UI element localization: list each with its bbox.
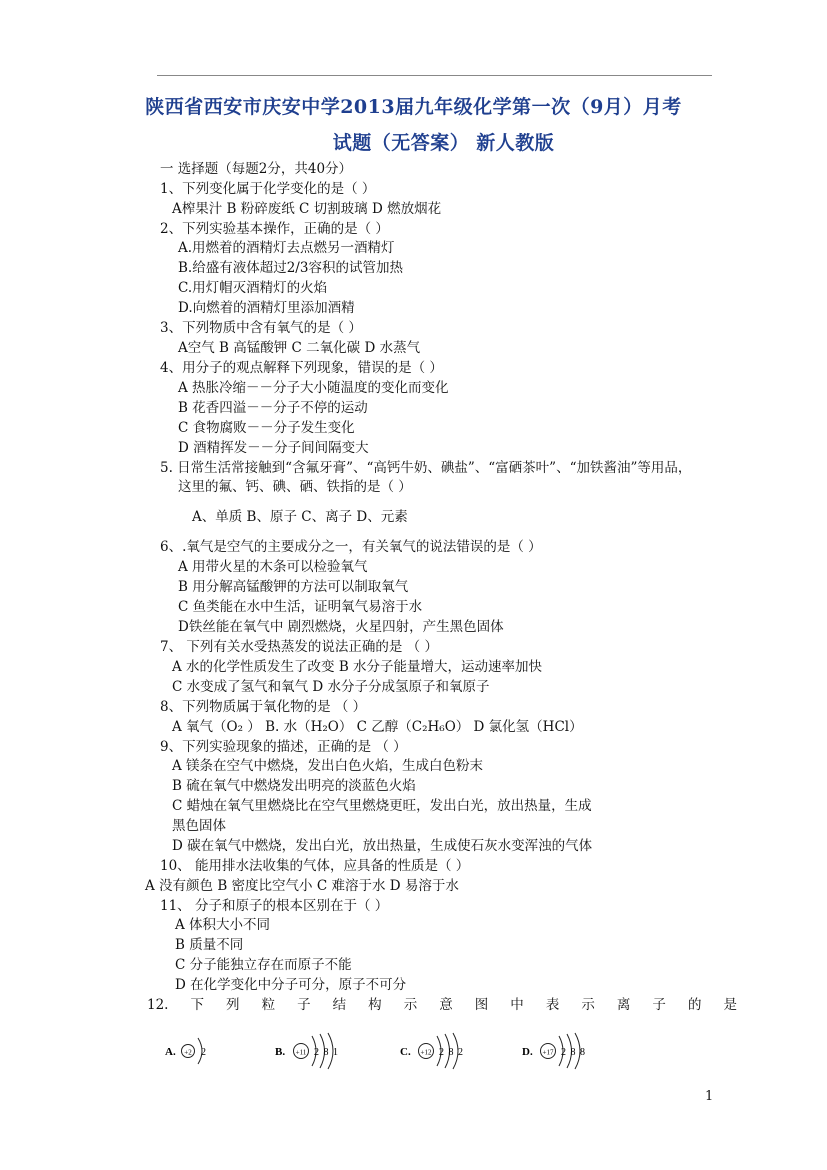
question-1: 1、下列变化属于化学变化的是（ ）	[160, 181, 376, 197]
option-4a: A 热胀冷缩－－分子大小随温度的变化而变化	[178, 380, 449, 396]
options-7cd: C 水变成了氢气和氧气 D 水分子分成氢原子和氧原子	[172, 679, 490, 695]
option-2a: A.用燃着的酒精灯去点燃另一酒精灯	[178, 240, 395, 256]
options-7ab: A 水的化学性质发生了改变 B 水分子能量增大，运动速率加快	[172, 659, 543, 675]
options-1: A榨果汁 B 粉碎废纸 C 切割玻璃 D 燃放烟花	[172, 201, 442, 217]
question-12: 12. 下 列 粒 子 结 构 示 意 图 中 表 示 离 子 的 是	[147, 997, 737, 1013]
diagram-c	[400, 1030, 490, 1070]
question-11: 11、 分子和原子的根本区别在于（ ）	[160, 898, 389, 914]
question-5-cont: 这里的氟、钙、碘、硒、铁指的是（ ）	[178, 479, 412, 495]
option-2c: C.用灯帽灭酒精灯的火焰	[178, 280, 328, 296]
option-2d: D.向燃着的酒精灯里添加酒精	[178, 300, 355, 316]
section-heading: 一 选择题（每题2分，共40分）	[160, 161, 353, 177]
option-4c: C 食物腐败－－分子发生变化	[178, 420, 355, 436]
question-6: 6、.氧气是空气的主要成分之一，有关氧气的说法错误的是（ ）	[160, 539, 542, 555]
option-9d: D 碳在氧气中燃烧，发出白光，放出热量，生成使石灰水变浑浊的气体	[172, 838, 593, 854]
question-4: 4、用分子的观点解释下列现象，错误的是（ ）	[160, 360, 443, 376]
svg-text:2 8 1: 2 8 1	[314, 1047, 339, 1058]
question-7: 7、 下列有关水受热蒸发的说法正确的是 （ ）	[160, 639, 438, 655]
option-6b: B 用分解高锰酸钾的方法可以制取氧气	[178, 579, 409, 595]
option-9c-cont: 黑色固体	[172, 818, 226, 834]
options-10: A 没有颜色 B 密度比空气小 C 难溶于水 D 易溶于水	[145, 878, 459, 894]
svg-text:2: 2	[201, 1047, 206, 1058]
question-5: 5. 日常生活常接触到“含氟牙膏”、“高钙牛奶、碘盐”、“富硒茶叶”、“加铁酱油”等用品，	[160, 460, 692, 476]
svg-text:D.: D.	[522, 1046, 533, 1058]
svg-text:C.: C.	[400, 1046, 411, 1058]
option-11b: B 质量不同	[175, 937, 244, 953]
diagram-b	[275, 1030, 365, 1070]
options-5: A、单质 B、原子 C、离子 D、元素	[192, 509, 408, 525]
option-11a: A 体积大小不同	[175, 917, 271, 933]
question-10: 10、 能用排水法收集的气体，应具备的性质是（ ）	[160, 858, 470, 874]
option-9c: C 蜡烛在氧气里燃烧比在空气里燃烧更旺，发出白光，放出热量，生成	[172, 798, 592, 814]
option-6c: C 鱼类能在水中生活，证明氧气易溶于水	[178, 599, 423, 615]
svg-text:+17: +17	[542, 1048, 554, 1057]
question-8: 8、下列物质属于氧化物的是 （ ）	[160, 699, 367, 715]
option-11c: C 分子能独立存在而原子不能	[175, 957, 352, 973]
atom-diagram-c	[400, 1030, 490, 1070]
option-6d: D铁丝能在氧气中 剧烈燃烧，火星四射，产生黑色固体	[178, 619, 504, 635]
option-2b: B.给盛有液体超过2/3容积的试管加热	[178, 260, 403, 276]
options-8: A 氧气（O₂ ） B. 水（H₂O） C 乙醇（C₂H₆O） D 氯化氢（HCl）	[172, 719, 583, 735]
page-title-line1: 陕西省西安市庆安中学2013届九年级化学第一次（9月）月考	[145, 96, 682, 118]
option-6a: A 用带火星的木条可以检验氧气	[178, 559, 368, 575]
option-4b: B 花香四溢－－分子不停的运动	[178, 400, 368, 416]
option-4d: D 酒精挥发－－分子间间隔变大	[178, 440, 369, 456]
svg-text:+12: +12	[420, 1048, 432, 1057]
atom-diagram-b	[275, 1030, 365, 1070]
svg-text:2 8 8: 2 8 8	[561, 1047, 586, 1058]
page-number: 1	[705, 1089, 714, 1104]
option-9b: B 硫在氧气中燃烧发出明亮的淡蓝色火焰	[172, 778, 416, 794]
svg-text:A.: A.	[165, 1046, 176, 1058]
diagram-a	[165, 1030, 235, 1070]
option-9a: A 镁条在空气中燃烧，发出白色火焰，生成白色粉末	[172, 758, 484, 774]
svg-text:+2: +2	[184, 1048, 192, 1057]
diagram-d	[522, 1030, 612, 1070]
options-3: A空气 B 高锰酸钾 C 二氧化碳 D 水蒸气	[178, 340, 421, 356]
svg-text:+11: +11	[295, 1048, 307, 1057]
svg-text:B.: B.	[275, 1046, 286, 1058]
atom-diagram-d	[522, 1030, 612, 1070]
svg-text:2 8 2: 2 8 2	[439, 1047, 464, 1058]
atom-diagram-a	[165, 1030, 235, 1070]
header-rule	[157, 75, 712, 76]
question-9: 9、下列实验现象的描述，正确的是 （ ）	[160, 739, 407, 755]
page-title-line2: 试题（无答案） 新人教版	[332, 132, 555, 154]
option-11d: D 在化学变化中分子可分，原子不可分	[175, 977, 407, 993]
question-3: 3、下列物质中含有氧气的是（ ）	[160, 320, 362, 336]
question-2: 2、下列实验基本操作，正确的是（ ）	[160, 221, 389, 237]
